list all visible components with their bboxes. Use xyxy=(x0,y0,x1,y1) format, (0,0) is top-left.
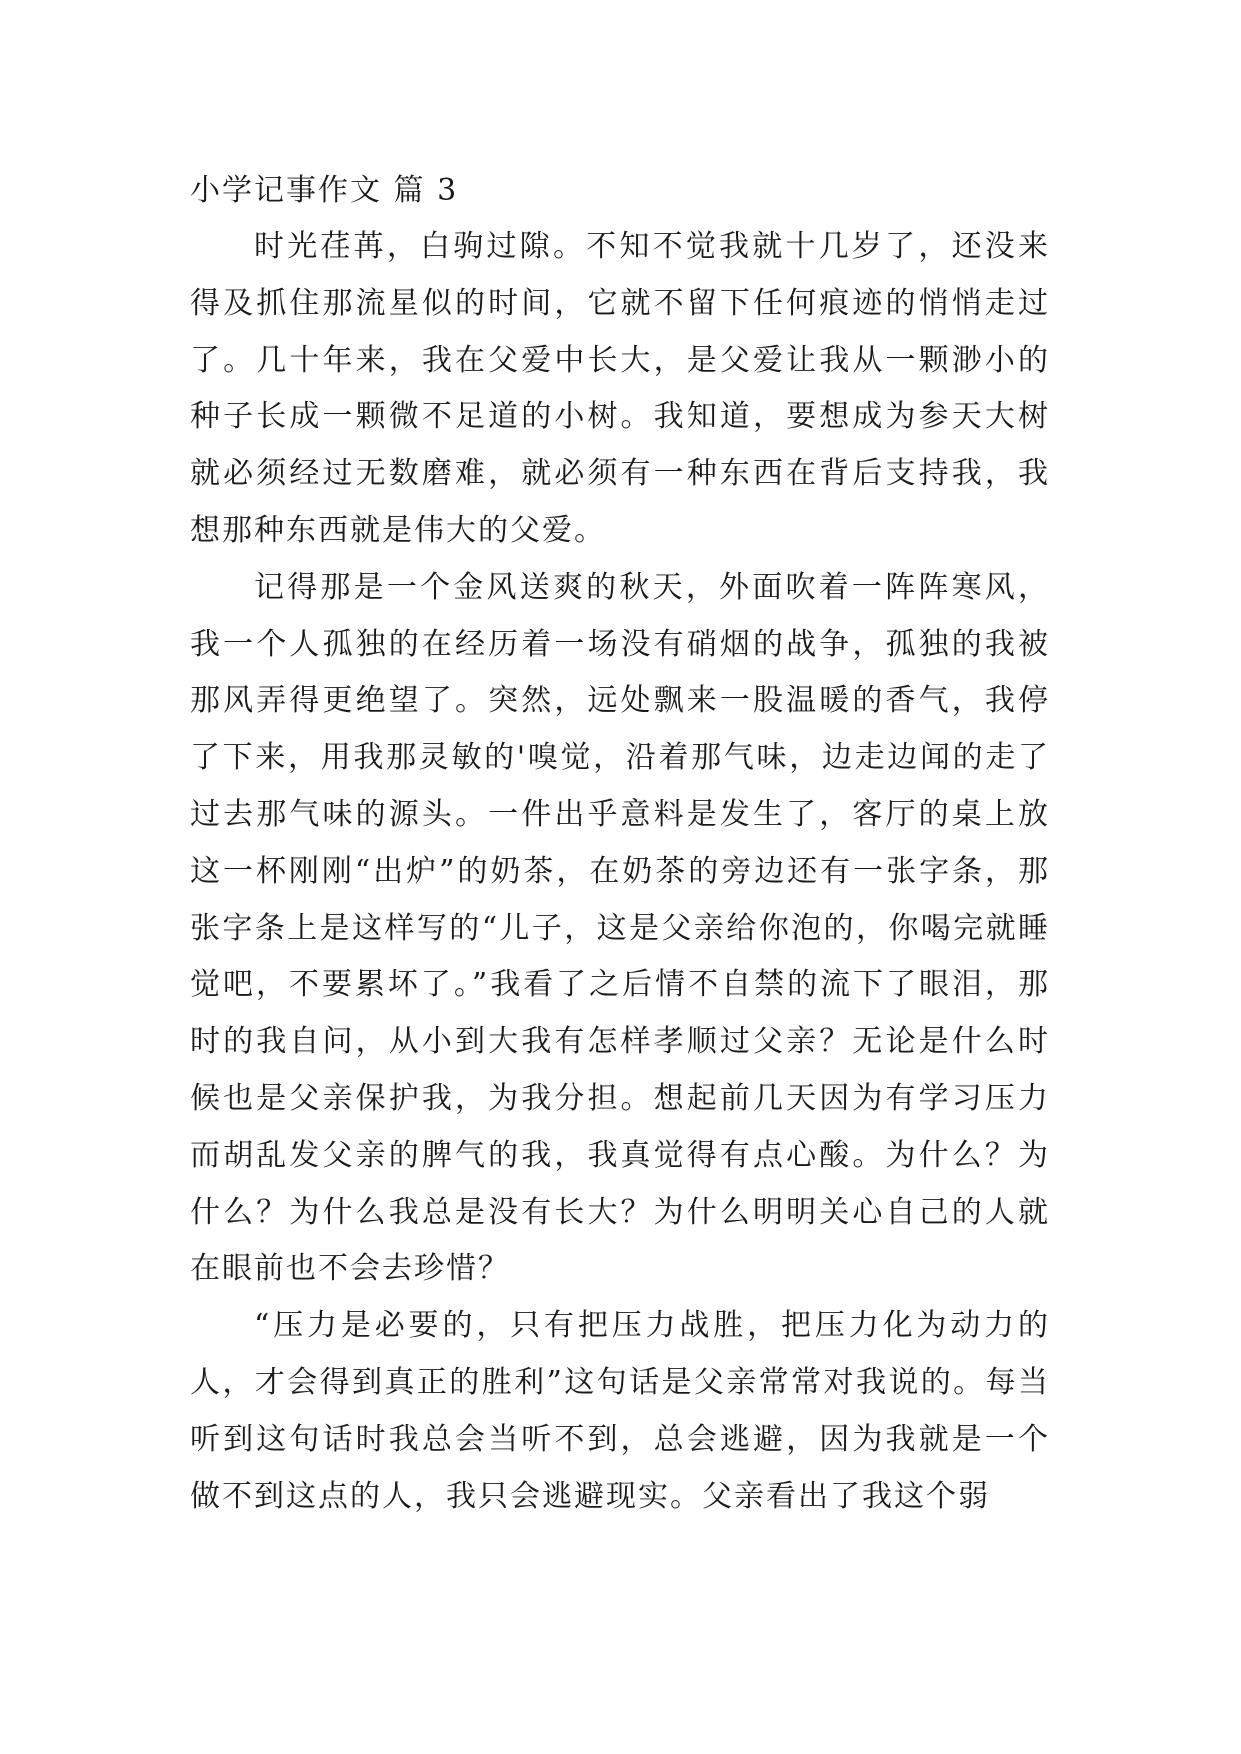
essay-paragraph-1: 时光荏苒，白驹过隙。不知不觉我就十几岁了，还没来得及抓住那流星似的时间，它就不留下任何痕迹的悄悄走过了。几十年来，我在父爱中长大，是父爱让我从一颗渺小的种子长成一颗微不足道的小树。我知道，要想成为参天大树就必须经过无数磨难，就必须有一种东西在背后支持我，我想那种东西就是伟大的父爱。 xyxy=(190,229,1050,548)
essay-paragraph-2: 记得那是一个金风送爽的秋天，外面吹着一阵阵寒风，我一个人孤独的在经历着一场没有硝烟的战争，孤独的我被那风弄得更绝望了。突然，远处飘来一股温暖的香气，我停了下来，用我那灵敏的'嗅觉，沿着那气味，边走边闻的走了过去那气味的源头。一件出乎意料是发生了，客厅的桌上放这一杯刚刚“出炉”的奶茶，在奶茶的旁边还有一张字条，那张字条上是这样写的“儿子，这是父亲给你泡的，你喝完就睡觉吧，不要累坏了。”我看了之后情不自禁的流下了眼泪，那时的我自问，从小到大我有怎样孝顺过父亲？无论是什么时候也是父亲保护我，为我分担。想起前几天因为有学习压力而胡乱发父亲的脾气的我，我真觉得有点心酸。为什么？为什么？为什么我总是没有长大？为什么明明关心自己的人就在眼前也不会去珍惜？ xyxy=(190,569,1050,1287)
essay-paragraph-3: “压力是必要的，只有把压力战胜，把压力化为动力的人，才会得到真正的胜利”这句话是父亲常常对我说的。每当听到这句话时我总会当听不到，总会逃避，因为我就是一个做不到这点的人，我只会逃避现实。父亲看出了我这个弱 xyxy=(190,1308,1050,1514)
essay-body xyxy=(190,163,1050,1525)
essay-heading: 小学记事作文 篇 3 xyxy=(190,173,459,208)
